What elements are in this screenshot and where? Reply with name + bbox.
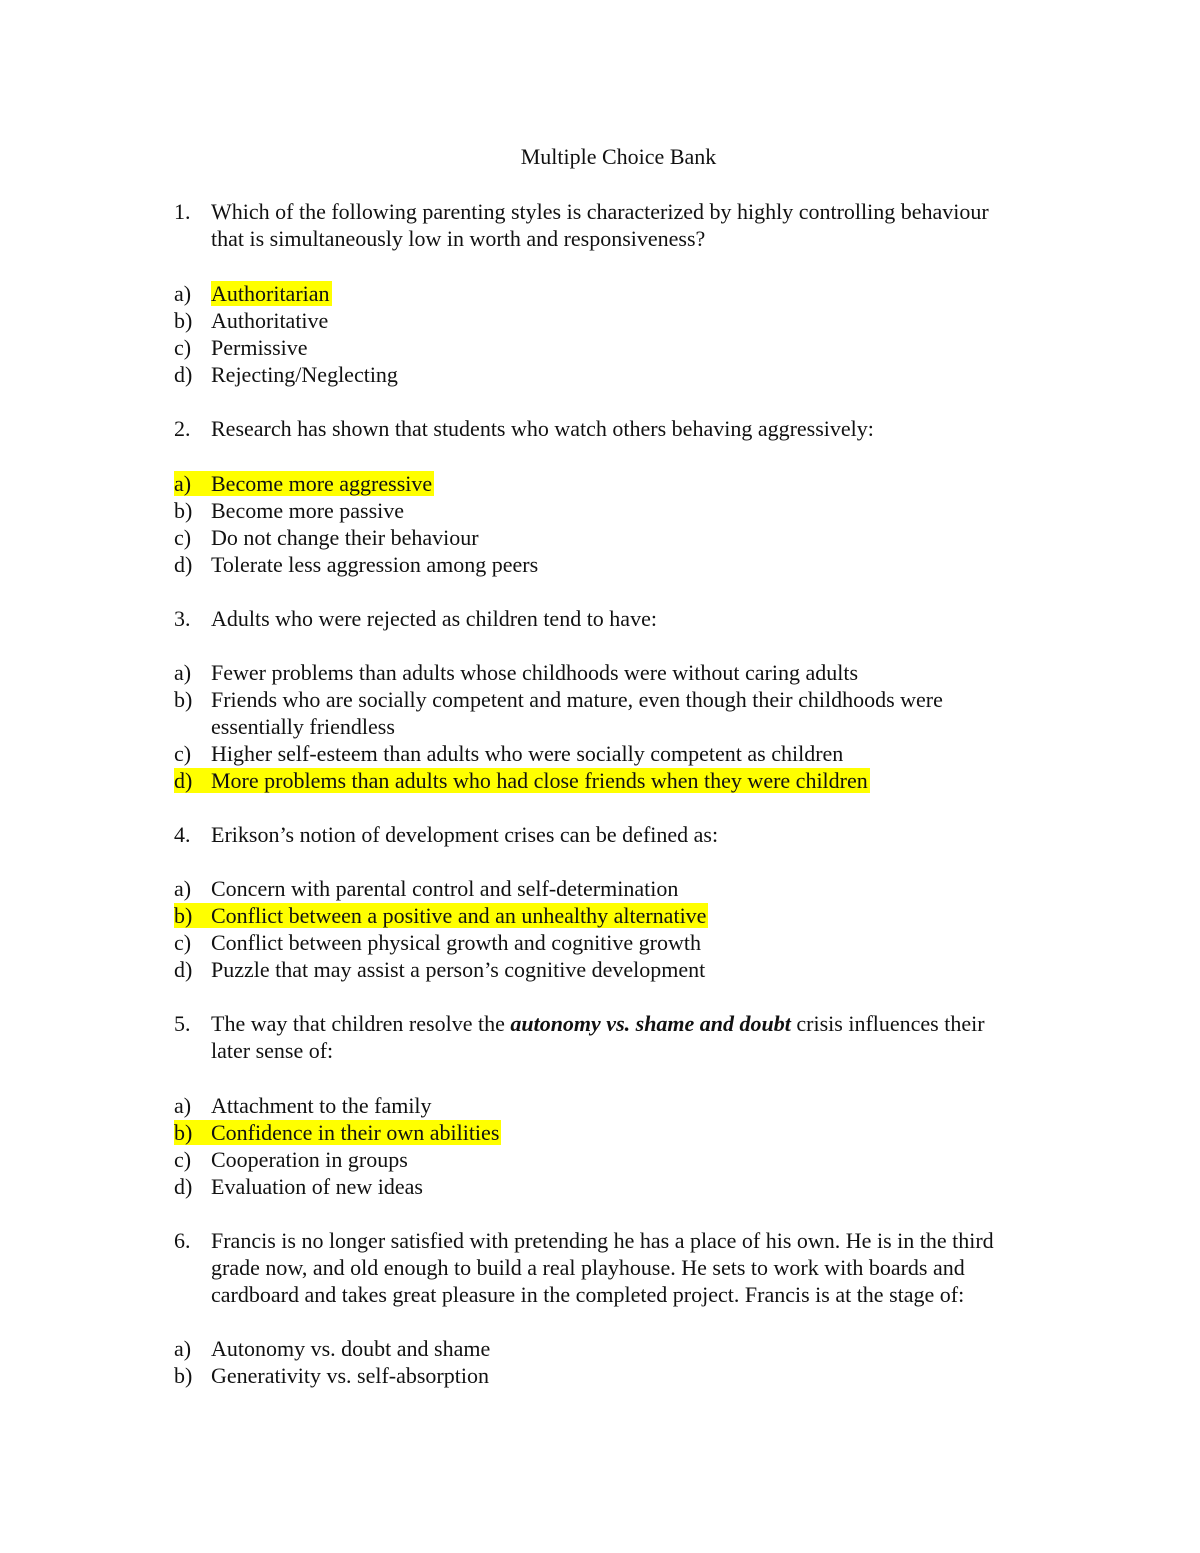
option-text: Evaluation of new ideas xyxy=(211,1174,423,1199)
q2-option-a xyxy=(174,470,434,497)
option-text: Higher self-esteem than adults who were socially competent as children xyxy=(211,741,844,766)
question-text: Which of the following parenting styles is characterized by highly controlling behaviour xyxy=(211,199,989,224)
option-text-highlighted: Become more aggressive xyxy=(211,471,433,496)
q6-option-b xyxy=(174,1362,489,1389)
option-text: Become more passive xyxy=(211,498,405,523)
q1-option-a xyxy=(174,280,332,307)
q5-option-b xyxy=(174,1119,501,1146)
option-letter: c) xyxy=(174,741,192,766)
q4-option-a xyxy=(174,875,678,902)
option-letter: a) xyxy=(174,660,192,685)
question-text: Francis is no longer satisfied with pretending he has a place of his own. He is in the third xyxy=(211,1228,994,1253)
q6-option-a xyxy=(174,1335,490,1362)
option-letter: d) xyxy=(174,957,193,982)
option-text-highlighted: Authoritarian xyxy=(211,281,330,306)
question-number: 5. xyxy=(174,1011,191,1036)
option-letter: d) xyxy=(174,362,193,387)
option-text: Permissive xyxy=(211,335,308,360)
option-letter: a) xyxy=(174,471,192,496)
option-text: Puzzle that may assist a person’s cognitive development xyxy=(211,957,706,982)
option-text: Conflict between physical growth and cognitive growth xyxy=(211,930,701,955)
option-text: Fewer problems than adults whose childhoods were without caring adults xyxy=(211,660,859,685)
option-letter: a) xyxy=(174,1336,192,1361)
question-number: 2. xyxy=(174,416,191,441)
q5-option-d xyxy=(174,1173,423,1200)
option-text-highlighted: More problems than adults who had close friends when they were children xyxy=(211,768,868,793)
q1-option-c xyxy=(174,334,308,361)
option-letter: a) xyxy=(174,1093,192,1118)
option-letter: c) xyxy=(174,930,192,955)
question-text-emphasis: autonomy vs. shame and doubt xyxy=(510,1011,791,1036)
q1-option-b xyxy=(174,307,328,334)
question-number: 3. xyxy=(174,606,191,631)
q3-option-d xyxy=(174,767,870,794)
q2-option-c xyxy=(174,524,479,551)
option-letter: d) xyxy=(174,768,193,793)
option-text: Tolerate less aggression among peers xyxy=(211,552,539,577)
question-2 xyxy=(174,415,874,442)
option-text: Concern with parental control and self-determination xyxy=(211,876,679,901)
q2-option-d xyxy=(174,551,538,578)
q2-option-b xyxy=(174,497,404,524)
option-letter: d) xyxy=(174,1174,193,1199)
option-text: Friends who are socially competent and mature, even though their childhoods were xyxy=(211,687,943,712)
question-text: Erikson’s notion of development crises can be defined as: xyxy=(211,822,719,847)
q5-option-c xyxy=(174,1146,408,1173)
q5-option-a xyxy=(174,1092,432,1119)
option-letter: b) xyxy=(174,308,193,333)
option-text: Do not change their behaviour xyxy=(211,525,479,550)
option-letter: c) xyxy=(174,335,192,360)
option-text-highlighted: Confidence in their own abilities xyxy=(211,1120,500,1145)
option-text: Authoritative xyxy=(211,308,329,333)
option-letter: b) xyxy=(174,687,193,712)
question-6 xyxy=(174,1227,994,1254)
option-letter: c) xyxy=(174,525,192,550)
q1-option-d xyxy=(174,361,398,388)
question-5-continued: later sense of: xyxy=(211,1038,334,1063)
q4-option-c xyxy=(174,929,701,956)
question-text-pre: The way that children resolve the xyxy=(211,1011,511,1036)
question-1-continued: that is simultaneously low in worth and responsiveness? xyxy=(211,226,706,251)
question-text: Adults who were rejected as children tend to have: xyxy=(211,606,657,631)
document-title: Multiple Choice Bank xyxy=(520,144,717,169)
option-letter: a) xyxy=(174,876,192,901)
question-6-continued-1: grade now, and old enough to build a real playhouse. He sets to work with boards and xyxy=(211,1255,965,1280)
option-text: Generativity vs. self-absorption xyxy=(211,1363,489,1388)
question-number: 6. xyxy=(174,1228,191,1253)
option-letter: b) xyxy=(174,1363,193,1388)
option-text: Attachment to the family xyxy=(211,1093,432,1118)
q3-option-c xyxy=(174,740,843,767)
q3-option-a xyxy=(174,659,858,686)
question-4 xyxy=(174,821,718,848)
option-letter: d) xyxy=(174,552,193,577)
question-number: 1. xyxy=(174,199,191,224)
option-text: Rejecting/Neglecting xyxy=(211,362,398,387)
q4-option-d xyxy=(174,956,705,983)
option-text: Autonomy vs. doubt and shame xyxy=(211,1336,491,1361)
question-1 xyxy=(174,198,989,225)
option-letter: c) xyxy=(174,1147,192,1172)
option-letter: b) xyxy=(174,903,193,928)
question-text: Research has shown that students who watch others behaving aggressively: xyxy=(211,416,874,441)
question-3 xyxy=(174,605,657,632)
option-letter: b) xyxy=(174,498,193,523)
q3-option-b-continued: essentially friendless xyxy=(211,714,395,739)
option-letter: b) xyxy=(174,1120,193,1145)
q3-option-b xyxy=(174,686,943,713)
option-text: Cooperation in groups xyxy=(211,1147,408,1172)
question-text-post: crisis influences their xyxy=(790,1011,985,1036)
question-6-continued-2: cardboard and takes great pleasure in the completed project. Francis is at the stage of: xyxy=(211,1282,965,1307)
question-5 xyxy=(174,1010,985,1037)
question-number: 4. xyxy=(174,822,191,847)
option-letter: a) xyxy=(174,281,192,306)
q4-option-b xyxy=(174,902,708,929)
option-text-highlighted: Conflict between a positive and an unhealthy alternative xyxy=(211,903,707,928)
